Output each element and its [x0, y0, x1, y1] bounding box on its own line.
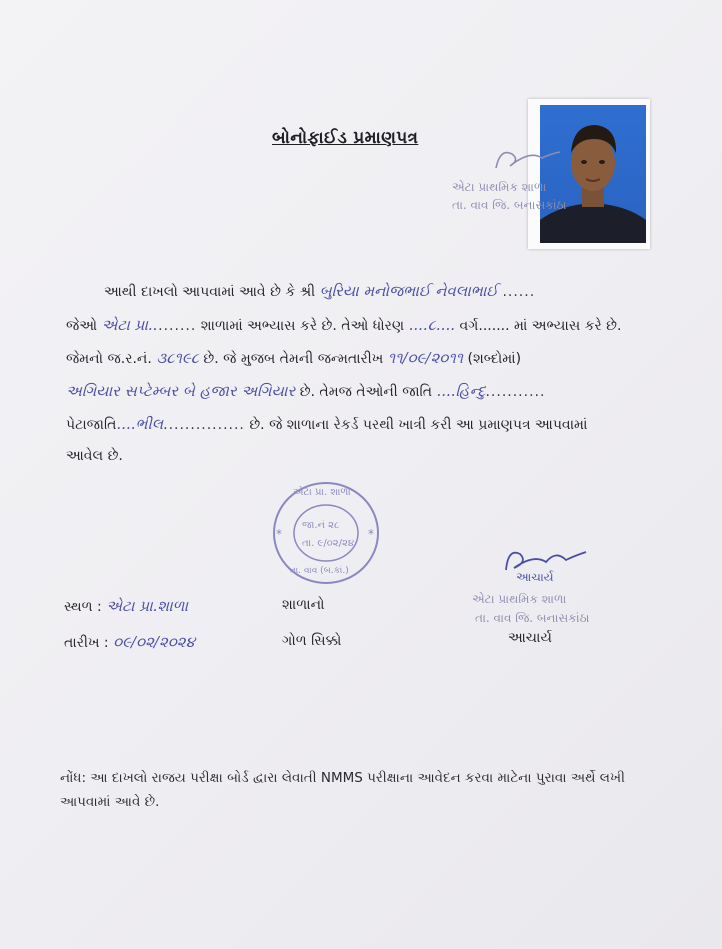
line1-prefix: આથી દાખલો આપવામાં આવે છે કે શ્રી	[104, 284, 316, 300]
school-name-field: એટા પ્રા.	[101, 316, 153, 334]
photo-stamp-line1: એટા પ્રાથમિક શાળા	[452, 180, 547, 194]
body-line-5	[66, 415, 587, 433]
birth-date-words-field: અગિયાર સપ્ટેમ્બર બે હજાર અગિયાર	[66, 382, 296, 400]
photo-stamp-line2: તા. વાવ જિ. બનાસકાંઠા	[452, 198, 567, 212]
seal-caption-line2: ગોળ સિક્કો	[282, 633, 342, 649]
principal-sign-label: આચાર્ય	[516, 570, 554, 584]
date-label: તારીખ :	[64, 635, 109, 651]
student-name-field: બુરિયા મનોજભાઈ નેવલાભાઈ	[319, 282, 498, 300]
line2-suffix: માં અભ્યાસ કરે છે.	[514, 318, 622, 334]
place-value: એટા પ્રા.શાળા	[106, 597, 189, 615]
birth-date-field: ૧૧/૦૯/૨૦૧૧	[387, 349, 464, 367]
round-seal-top: એટા પ્રા. શાળા	[293, 487, 351, 498]
line3-middle: છે. જે મુજબ તેમની જન્મતારીખ	[203, 351, 384, 367]
subcaste-field: ....ભીલ	[116, 415, 164, 433]
principal-stamp-line2: તા. વાવ જિ. બનાસકાંઠા	[475, 611, 590, 625]
photo-signature	[490, 140, 570, 180]
line4-dots: ...........	[485, 384, 546, 400]
certificate-title: બોનોફાઈડ પ્રમાણપત્ર	[272, 128, 419, 148]
standard-field: ....૮....	[408, 316, 455, 334]
body-line-2	[66, 316, 621, 334]
round-seal-mid1: જા.નં ૨૮	[302, 520, 340, 531]
principal-designation: આચાર્ય	[508, 630, 552, 646]
line4-middle: છે. તેમજ તેઓની જાતિ	[299, 384, 432, 400]
svg-text:*: *	[368, 527, 374, 541]
body-line-3	[66, 349, 521, 367]
signature-mark	[490, 140, 570, 180]
line5-suffix: છે. જે શાળાના રેકર્ડ પરથી ખાત્રી કરી આ પ્રમાણપત્ર આપવામાં	[249, 417, 588, 433]
class-field: વર્ગ.......	[459, 318, 510, 334]
date-value: ૦૯/૦૨/૨૦૨૪	[113, 633, 195, 651]
line2-dots: ........	[152, 318, 197, 334]
place-label: સ્થળ :	[64, 599, 102, 615]
body-line-4	[66, 382, 545, 400]
footer-note	[60, 766, 625, 814]
body-line-6: આવેલ છે.	[66, 448, 123, 464]
place-row	[64, 597, 188, 615]
gr-number-field: ૩૮૧૯૮	[156, 349, 199, 367]
note-line-2: આપવામાં આવે છે.	[60, 794, 160, 810]
principal-stamp-line1: એટા પ્રાથમિક શાળા	[472, 592, 567, 606]
line1-dots: ......	[502, 284, 536, 300]
date-row	[64, 633, 195, 651]
line3-prefix: જેમનો જ.ર.નં.	[66, 351, 152, 367]
body-line-1	[104, 282, 535, 300]
line5-dots: ...............	[163, 417, 245, 433]
note-line-1: નોંધ: આ દાખલો રાજય પરીક્ષા બોર્ડ દ્વારા લેવાતી NMMS પરીક્ષાના આવેદન કરવા માટેના પુરાવા અર્થે લખી	[60, 770, 625, 786]
line2-middle: શાળામાં અભ્યાસ કરે છે. તેઓ ધોરણ	[200, 318, 405, 334]
line5-prefix: પેટાજાતિ	[66, 417, 117, 433]
caste-field: ....હિન્દુ	[436, 382, 486, 400]
line2-prefix: જેઓ	[66, 318, 98, 334]
svg-text:*: *	[276, 527, 282, 541]
round-seal-bottom: તા. વાવ (બ.કાં.)	[290, 566, 349, 576]
round-seal-mid2: તા. ૯/૦૨/૨૪	[302, 538, 355, 549]
line3-suffix: (શબ્દોમાં)	[467, 351, 522, 367]
seal-caption-line1: શાળાનો	[282, 597, 325, 613]
